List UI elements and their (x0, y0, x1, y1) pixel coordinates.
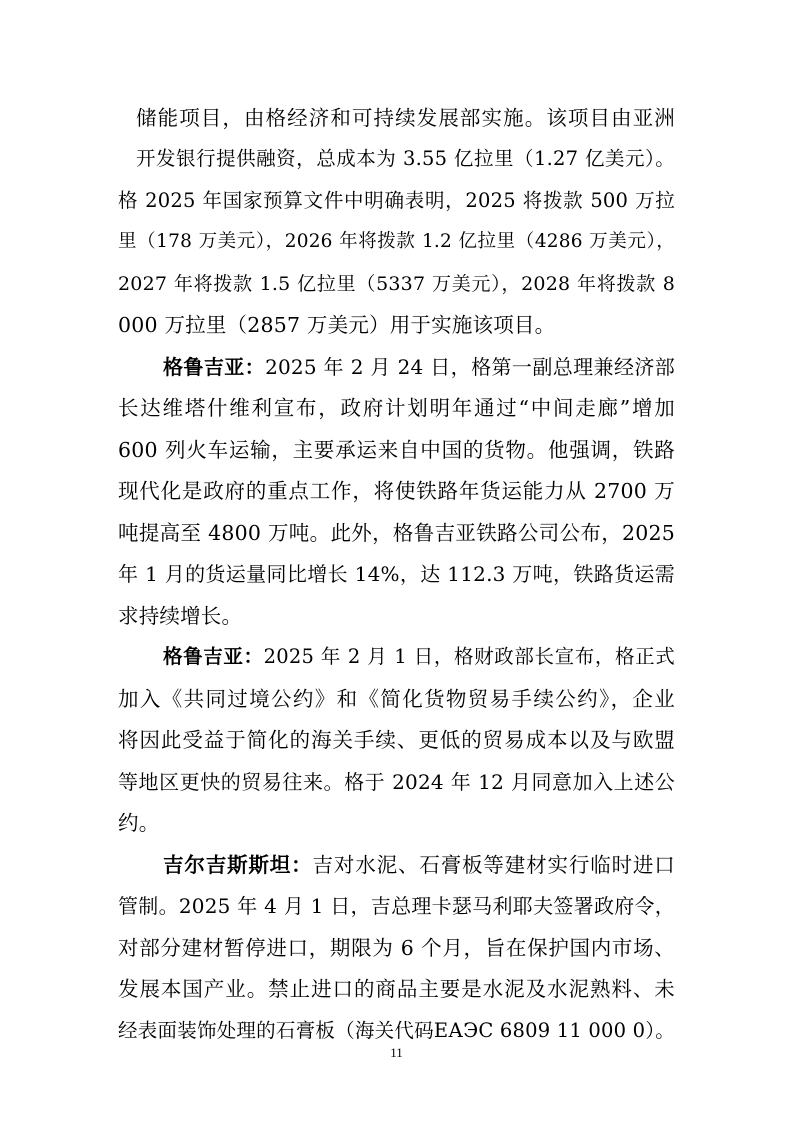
paragraph-1-line-1: 储能项目，由格经济和可持续发展部实施。该项目由亚洲 (136, 106, 675, 130)
paragraph-3-line-3: 将因此受益于简化的海关手续、更低的贸易成本以及与欧盟 (118, 728, 675, 752)
paragraph-3-label: 格鲁吉亚： (163, 645, 264, 668)
paragraph-1-line-5: 2027 年将拨款 1.5 亿拉里（5337 万美元），2028 年将拨款 8 (118, 273, 675, 295)
paragraph-2-line-6: 年 1 月的货运量同比增长 14%，达 112.3 万吨，铁路货运需 (118, 562, 675, 586)
paragraph-3-line-4: 等地区更快的贸易往来。格于 2024 年 12 月同意加入上述公 (118, 770, 675, 794)
paragraph-4-line-1-text: 吉对水泥、石膏板等建材实行临时进口 (312, 853, 675, 877)
paragraph-2-line-4: 现代化是政府的重点工作，将使铁路年货运能力从 2700 万 (118, 479, 675, 503)
paragraph-4-label: 吉尔吉斯斯坦： (163, 853, 313, 877)
paragraph-3-line-2: 加入《共同过境公约》和《简化货物贸易手续公约》，企业 (118, 687, 675, 711)
paragraph-2-line-1 (163, 353, 675, 381)
paragraph-4-line-4: 发展本国产业。禁止进口的商品主要是水泥及水泥熟料、未 (118, 977, 675, 1001)
paragraph-4-line-2: 管制。2025 年 4 月 1 日，吉总理卡瑟马利耶夫签署政府令， (118, 894, 675, 918)
paragraph-2-line-7: 求持续增长。 (118, 604, 243, 628)
paragraph-1-line-3: 格 2025 年国家预算文件中明确表明，2025 将拨款 500 万拉 (118, 189, 675, 212)
paragraph-2-line-3: 600 列火车运输，主要承运来自中国的货物。他强调，铁路 (118, 438, 675, 462)
paragraph-3-line-1-text: 2025 年 2 月 1 日，格财政部长宣布，格正式 (263, 645, 675, 668)
paragraph-2-line-1-text: 2025 年 2 月 24 日，格第一副总理兼经济部 (265, 355, 676, 379)
page-number: 11 (390, 1045, 403, 1060)
paragraph-1-line-2: 开发银行提供融资，总成本为 3.55 亿拉里（1.27 亿美元）。 (136, 147, 675, 170)
paragraph-4-line-3: 对部分建材暂停进口，期限为 6 个月，旨在保护国内市场、 (118, 936, 675, 960)
paragraph-2-label: 格鲁吉亚： (163, 355, 266, 379)
paragraph-3-line-5: 约。 (118, 811, 160, 835)
paragraph-1-line-6: 000 万拉里（2857 万美元）用于实施该项目。 (118, 313, 556, 337)
paragraph-4-line-1 (163, 851, 675, 879)
paragraph-2-line-2: 长达维塔什维利宣布，政府计划明年通过“中间走廊”增加 (118, 396, 675, 420)
paragraph-1-line-4: 里（178 万美元），2026 年将拨款 1.2 亿拉里（4286 万美元）， (118, 231, 675, 252)
paragraph-2-line-5: 吨提高至 4800 万吨。此外，格鲁吉亚铁路公司公布，2025 (118, 521, 675, 545)
paragraph-4-line-5: 经表面装饰处理的石膏板（海关代码ЕАЭС 6809 11 000 0）。 (118, 1019, 675, 1042)
paragraph-3-line-1 (163, 643, 675, 671)
